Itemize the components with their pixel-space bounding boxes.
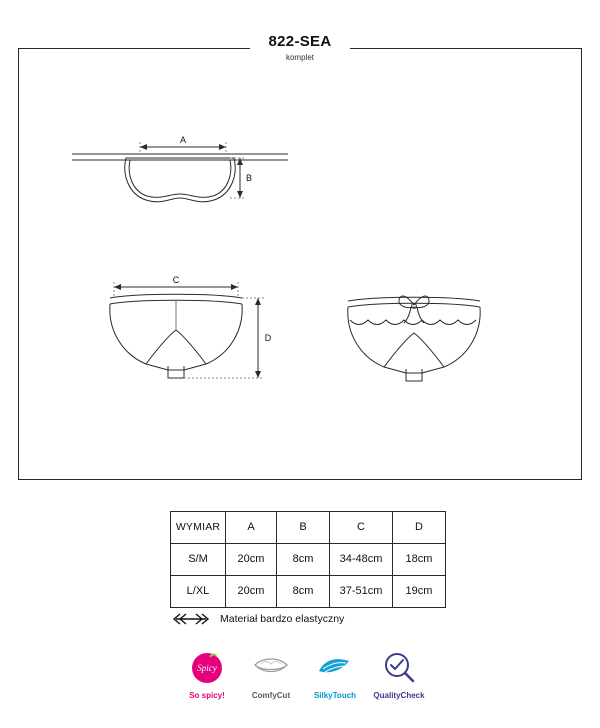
page-subtitle: komplet xyxy=(285,53,314,62)
table-header-b: B xyxy=(277,512,330,544)
table-cell-b: 8cm xyxy=(277,544,330,576)
badge-caption: ComfyCut xyxy=(251,691,291,700)
table-cell-d: 18cm xyxy=(393,544,446,576)
elastic-note xyxy=(170,610,500,628)
table-header-c: C xyxy=(330,512,393,544)
table-cell-a: 20cm xyxy=(226,544,277,576)
badge-caption: SilkyTouch xyxy=(313,691,357,700)
size-table xyxy=(170,511,446,608)
table-cell-d: 19cm xyxy=(393,576,446,608)
panty-back-drawing xyxy=(348,296,480,381)
table-header-wymiar: WYMIAR xyxy=(171,512,226,544)
table-cell-c: 34-48cm xyxy=(330,544,393,576)
label-c: C xyxy=(172,275,180,285)
svg-text:Spicy: Spicy xyxy=(197,663,217,673)
table-cell-size: L/XL xyxy=(171,576,226,608)
table-row xyxy=(171,576,446,608)
table-header-d: D xyxy=(393,512,446,544)
table-cell-b: 8cm xyxy=(277,576,330,608)
table-cell-size: S/M xyxy=(171,544,226,576)
table-header-a: A xyxy=(226,512,277,544)
spicy-pepper-icon xyxy=(178,648,236,688)
badge-comfy-cut xyxy=(242,648,300,700)
label-a: A xyxy=(179,135,187,145)
silky-touch-icon xyxy=(306,648,364,688)
badge-so-spicy xyxy=(178,648,236,700)
feature-badges xyxy=(178,648,428,700)
double-arrow-icon xyxy=(170,613,212,625)
mask-drawing xyxy=(72,154,288,202)
badge-quality-check xyxy=(370,648,428,700)
page-title: 822-SEA xyxy=(268,33,332,50)
quality-check-icon xyxy=(370,648,428,688)
table-cell-a: 20cm xyxy=(226,576,277,608)
diagram-area xyxy=(18,48,582,480)
label-d: D xyxy=(264,333,272,343)
table-header-row xyxy=(171,512,446,544)
badge-caption: So spicy! xyxy=(189,691,225,700)
badge-silky-touch xyxy=(306,648,364,700)
panty-front-drawing xyxy=(110,294,242,378)
elastic-note-text: Materiał bardzo elastyczny xyxy=(220,613,345,625)
table-cell-c: 37-51cm xyxy=(330,576,393,608)
badge-caption: QualityCheck xyxy=(373,691,425,700)
table-row xyxy=(171,544,446,576)
dimension-b xyxy=(230,158,246,198)
label-b: B xyxy=(245,173,253,183)
dimension-d xyxy=(184,298,264,378)
comfy-cut-icon xyxy=(242,648,300,688)
